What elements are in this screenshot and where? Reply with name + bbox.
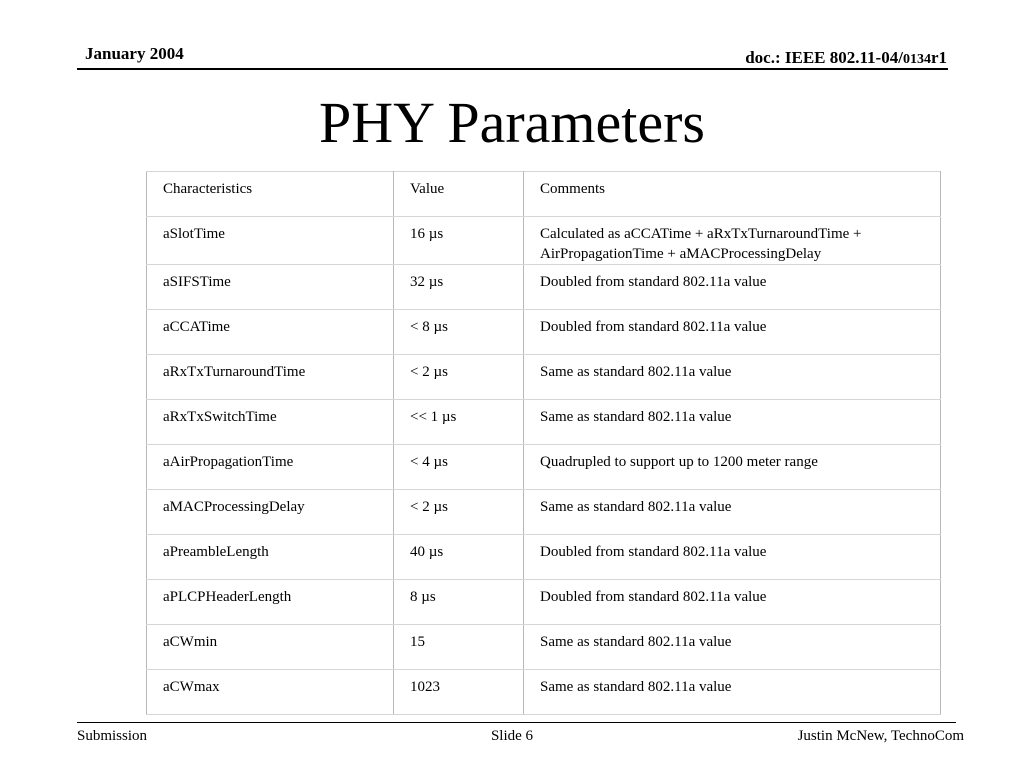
- cell-characteristic: aPLCPHeaderLength: [147, 580, 394, 625]
- cell-comment: Doubled from standard 802.11a value: [524, 265, 941, 310]
- cell-value: 32 µs: [394, 265, 524, 310]
- table-row: [147, 310, 941, 355]
- cell-value: < 8 µs: [394, 310, 524, 355]
- cell-characteristic: aPreambleLength: [147, 535, 394, 580]
- cell-comment: Calculated as aCCATime + aRxTxTurnaroundTime + AirPropagationTime + aMACProcessingDelay: [524, 217, 941, 265]
- cell-value: 15: [394, 625, 524, 670]
- cell-characteristic: aSlotTime: [147, 217, 394, 265]
- cell-comment: Same as standard 802.11a value: [524, 400, 941, 445]
- table-row: [147, 400, 941, 445]
- cell-comment: Same as standard 802.11a value: [524, 490, 941, 535]
- cell-value: 8 µs: [394, 580, 524, 625]
- footer-author: Justin McNew, TechnoCom: [797, 728, 964, 744]
- cell-characteristic: aMACProcessingDelay: [147, 490, 394, 535]
- cell-comment: Same as standard 802.11a value: [524, 625, 941, 670]
- cell-comment: Doubled from standard 802.11a value: [524, 535, 941, 580]
- cell-characteristic: aAirPropagationTime: [147, 445, 394, 490]
- header-doc-number: 0134: [902, 52, 931, 67]
- cell-value: << 1 µs: [394, 400, 524, 445]
- table-row: [147, 580, 941, 625]
- column-header-comments: Comments: [524, 172, 941, 217]
- cell-comment: Quadrupled to support up to 1200 meter range: [524, 445, 941, 490]
- cell-characteristic: aRxTxTurnaroundTime: [147, 355, 394, 400]
- column-header-value: Value: [394, 172, 524, 217]
- header-date: January 2004: [85, 44, 184, 63]
- cell-characteristic: aSIFSTime: [147, 265, 394, 310]
- header-doc-id: [745, 48, 947, 68]
- cell-characteristic: aCCATime: [147, 310, 394, 355]
- table-row: [147, 490, 941, 535]
- cell-value: 40 µs: [394, 535, 524, 580]
- table-row: [147, 217, 941, 265]
- cell-comment: Same as standard 802.11a value: [524, 670, 941, 715]
- footer-submission: Submission: [77, 728, 148, 744]
- table-row: [147, 670, 941, 715]
- table-header-row: [147, 172, 941, 217]
- header-divider: [77, 68, 948, 70]
- cell-comment: Same as standard 802.11a value: [524, 355, 941, 400]
- table-row: [147, 445, 941, 490]
- cell-comment: Doubled from standard 802.11a value: [524, 310, 941, 355]
- table-row: [147, 535, 941, 580]
- cell-value: < 2 µs: [394, 355, 524, 400]
- phy-parameters-table: [146, 171, 941, 715]
- slide-title: PHY Parameters: [318, 90, 706, 155]
- column-header-characteristics: Characteristics: [147, 172, 394, 217]
- table-row: [147, 355, 941, 400]
- cell-value: 1023: [394, 670, 524, 715]
- footer-divider: [77, 722, 956, 723]
- cell-value: < 4 µs: [394, 445, 524, 490]
- cell-comment: Doubled from standard 802.11a value: [524, 580, 941, 625]
- footer-slide-number: Slide 6: [490, 728, 534, 744]
- cell-value: < 2 µs: [394, 490, 524, 535]
- cell-characteristic: aRxTxSwitchTime: [147, 400, 394, 445]
- cell-value: 16 µs: [394, 217, 524, 265]
- cell-characteristic: aCWmin: [147, 625, 394, 670]
- header-doc-prefix: doc.: IEEE 802.11-04/: [745, 48, 903, 67]
- header-doc-suffix: r1: [930, 48, 947, 67]
- table-row: [147, 265, 941, 310]
- table-row: [147, 625, 941, 670]
- cell-characteristic: aCWmax: [147, 670, 394, 715]
